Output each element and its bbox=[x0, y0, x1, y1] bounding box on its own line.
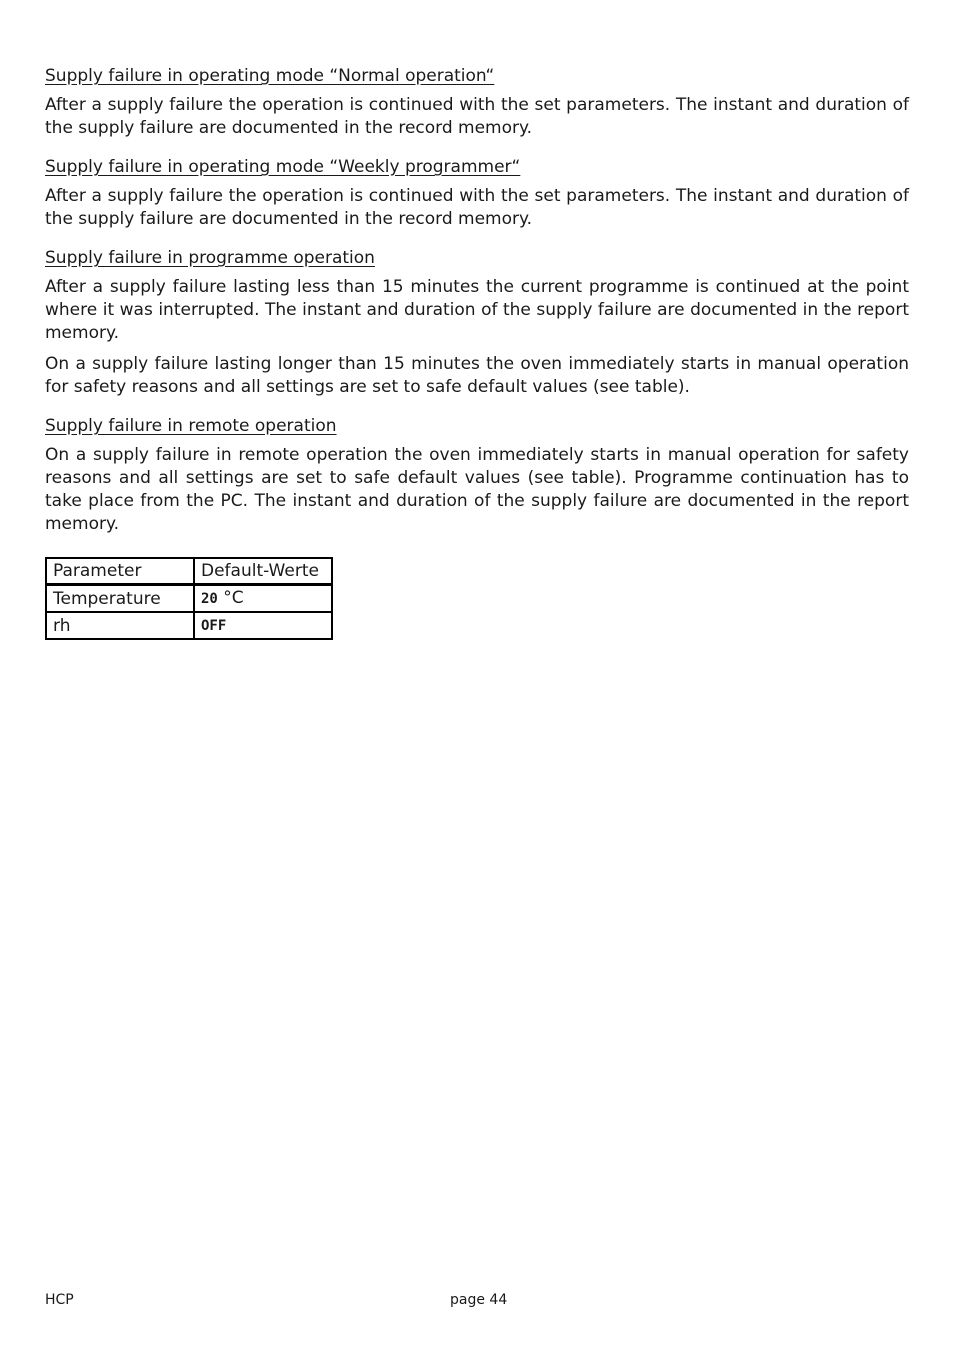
section-normal-operation bbox=[45, 64, 909, 140]
table-header-row bbox=[46, 558, 332, 585]
table-cell-parameter: Temperature bbox=[46, 585, 194, 613]
section-paragraph: After a supply failure lasting less than 15 minutes the current programme is continued at the point where it was interrupted. The instant and duration of the supply failure are documented in the report memory. bbox=[45, 277, 909, 343]
section-paragraph: On a supply failure in remote operation the oven immediately starts in manual operation for safety reasons and all settings are set to safe default values (see table). Programme continuation has to take place from the PC. The instant and duration of the supply failure are documented in the report memory. bbox=[45, 445, 909, 534]
section-programme-operation bbox=[45, 246, 909, 399]
document-body bbox=[45, 64, 909, 640]
table-row bbox=[46, 585, 332, 613]
section-remote-operation bbox=[45, 414, 909, 536]
table-row bbox=[46, 612, 332, 639]
unit-label: °C bbox=[223, 588, 244, 608]
section-paragraph: After a supply failure the operation is continued with the set parameters. The instant and duration of the supply failure are documented in the record memory. bbox=[45, 95, 909, 138]
section-heading: Supply failure in operating mode “Weekly programmer“ bbox=[45, 157, 521, 177]
section-heading: Supply failure in programme operation bbox=[45, 248, 375, 268]
section-paragraph: After a supply failure the operation is continued with the set parameters. The instant and duration of the supply failure are documented in the record memory. bbox=[45, 186, 909, 229]
lcd-display-value: OFF bbox=[201, 618, 227, 634]
lcd-display-value: 20 bbox=[201, 591, 218, 607]
section-paragraph: On a supply failure lasting longer than 15 minutes the oven immediately starts in manual operation for safety reasons and all settings are set to safe default values (see table). bbox=[45, 354, 909, 397]
footer-page-number: page 44 bbox=[450, 1292, 508, 1308]
table-cell-value bbox=[194, 612, 332, 639]
default-values-table bbox=[45, 557, 333, 640]
table-header-cell: Parameter bbox=[46, 558, 194, 585]
section-heading: Supply failure in remote operation bbox=[45, 416, 337, 436]
section-heading: Supply failure in operating mode “Normal operation“ bbox=[45, 66, 495, 86]
table-cell-parameter: rh bbox=[46, 612, 194, 639]
footer-model-name: HCP bbox=[45, 1292, 74, 1308]
table-cell-value bbox=[194, 585, 332, 613]
table-header-cell: Default-Werte bbox=[194, 558, 332, 585]
section-weekly-programmer bbox=[45, 155, 909, 231]
